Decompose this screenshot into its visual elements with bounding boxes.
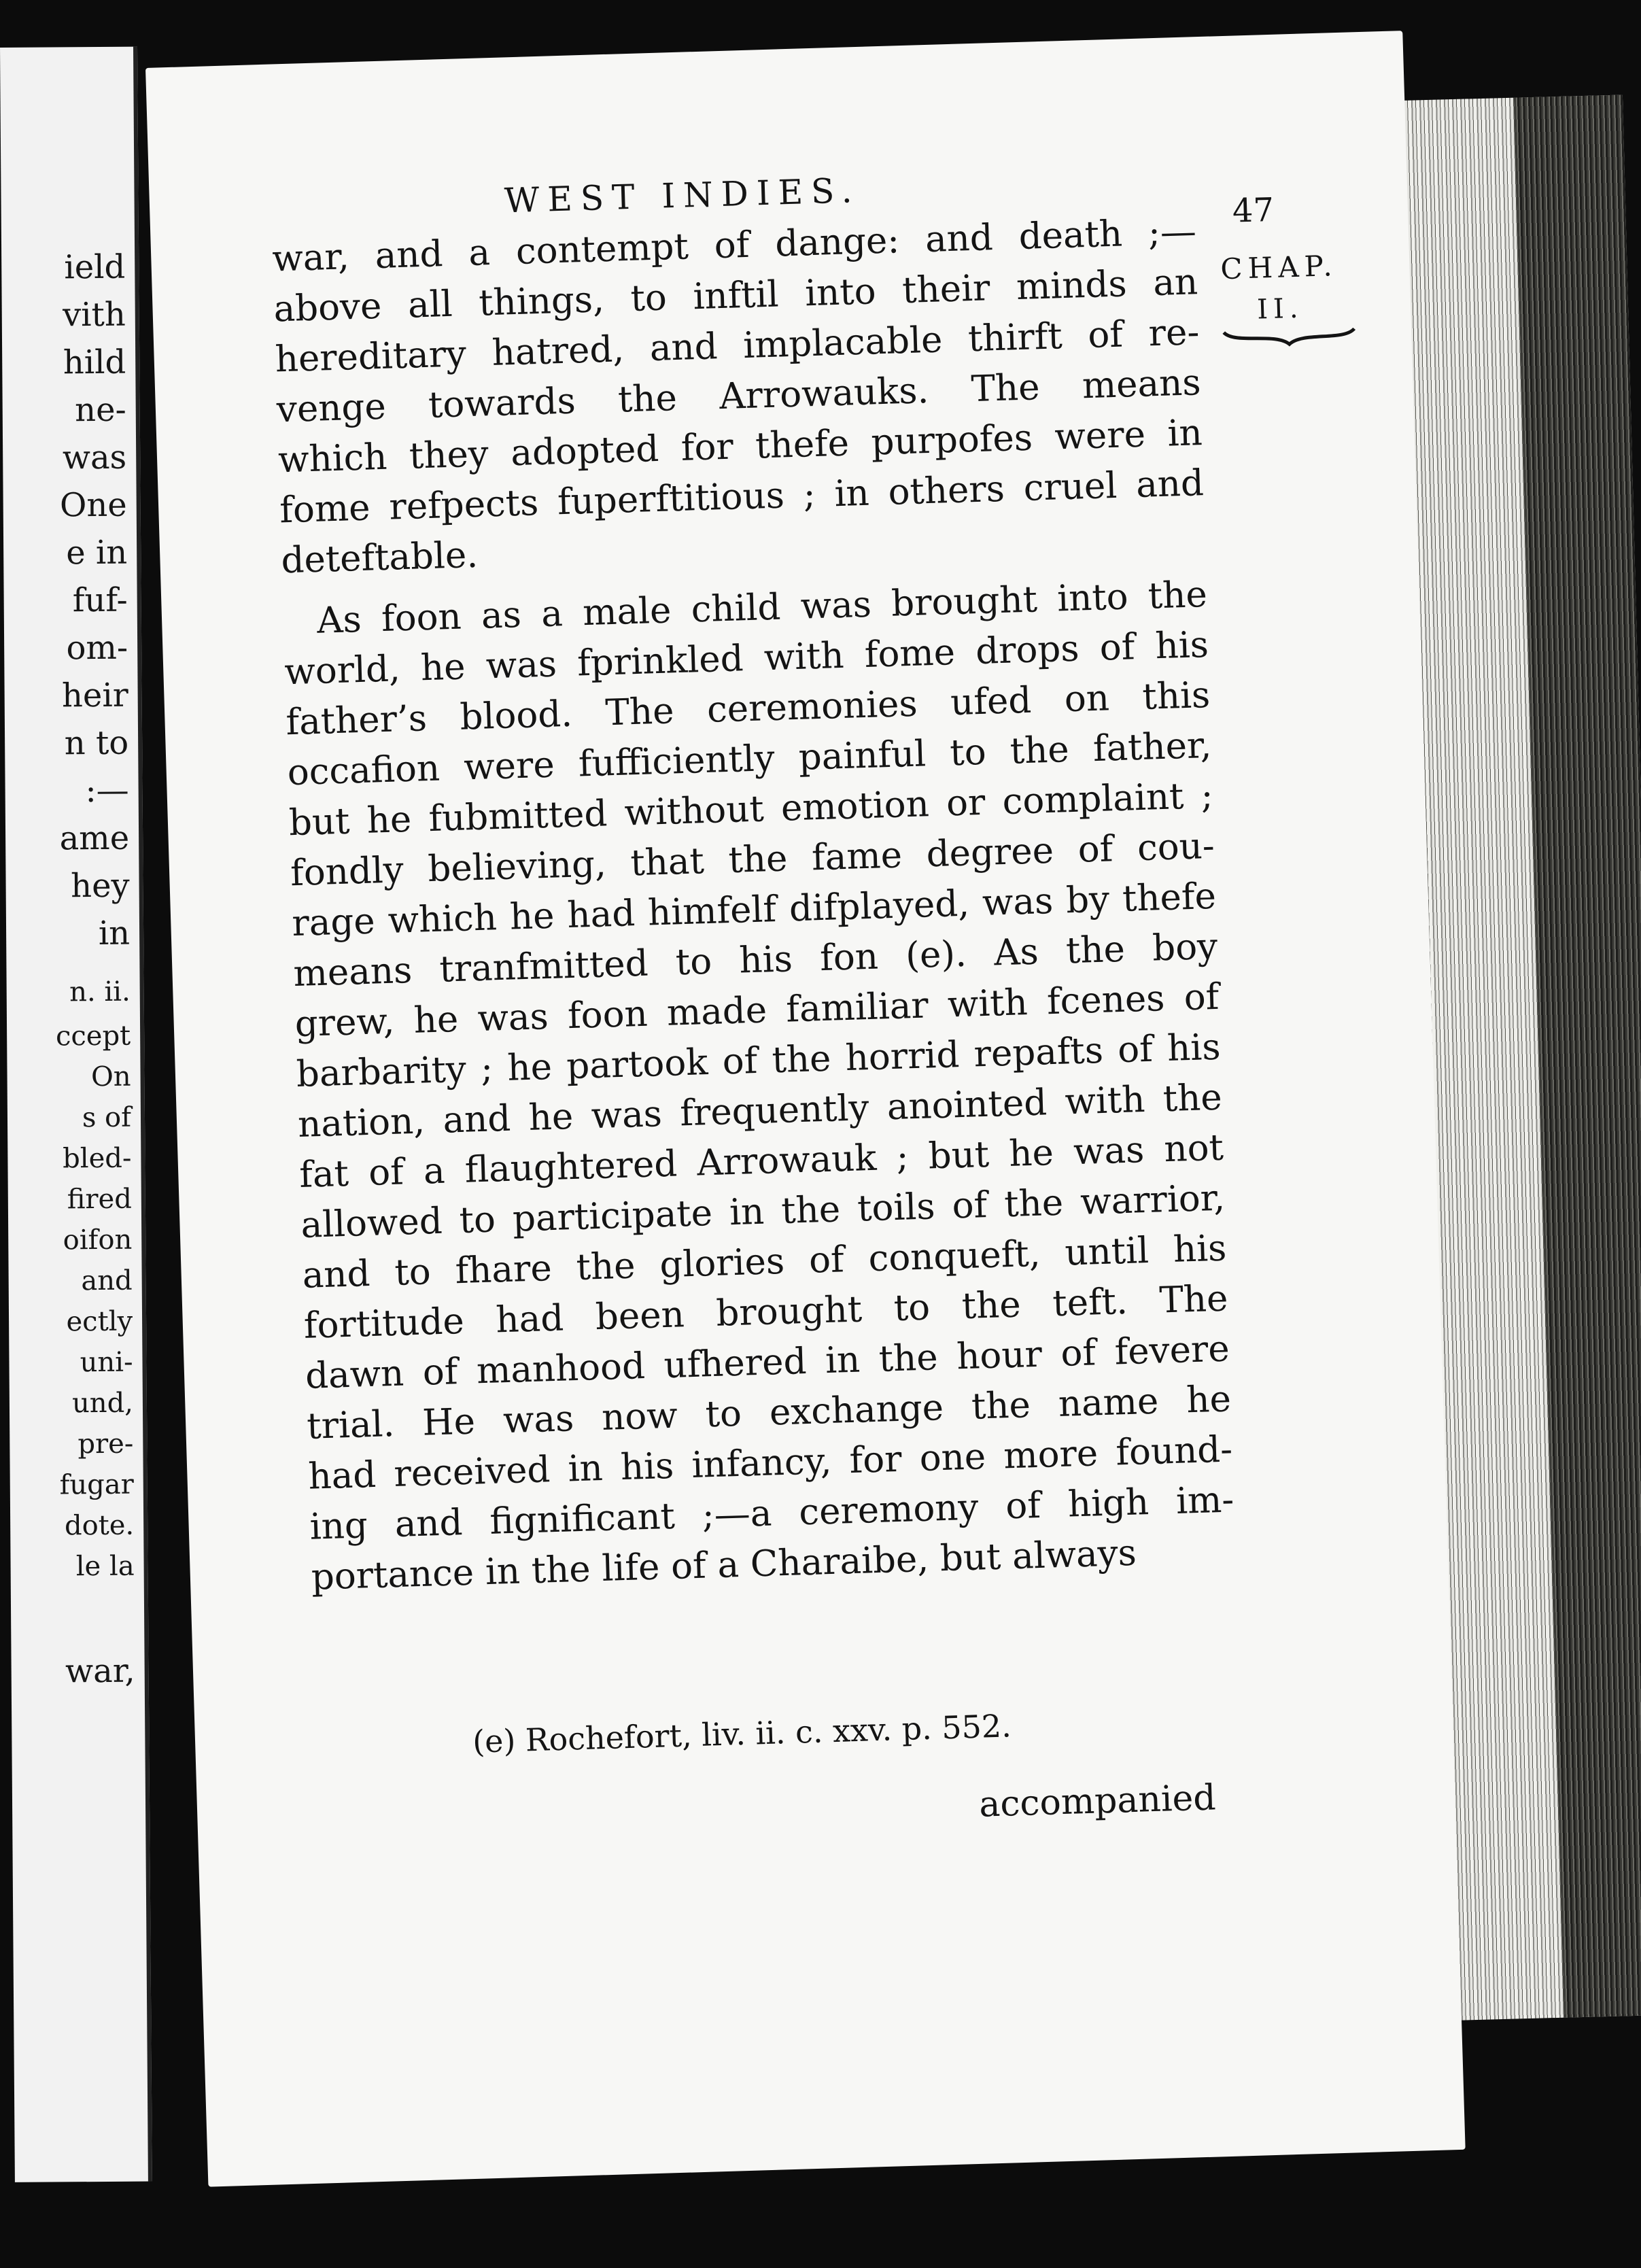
- left-page-word: ame: [59, 819, 130, 858]
- text-line: grew, he was foon made familiar with fcenes of: [294, 976, 1220, 1046]
- left-page-word: pre-: [77, 1428, 134, 1460]
- left-page-word: le la: [75, 1550, 135, 1583]
- left-page-word: dote.: [64, 1509, 135, 1542]
- left-page-word: hey: [70, 866, 130, 906]
- page-number: 47: [1232, 190, 1275, 230]
- left-page-word: was: [62, 438, 127, 477]
- left-page-word: om-: [66, 628, 128, 668]
- left-page-word: fired: [67, 1183, 132, 1216]
- text-line: world, he was fprinkled with fome drops of his: [283, 623, 1209, 693]
- text-line: trial. He was now to exchange the name he: [306, 1378, 1232, 1447]
- left-page-fragment: [0, 47, 152, 2182]
- text-line: portance in the life of a Charaibe, but always: [311, 1532, 1137, 1598]
- left-page-word: e in: [66, 533, 128, 572]
- left-page-word: oifon: [63, 1224, 133, 1256]
- text-line: ing and fignificant ;—a ceremony of high im-: [309, 1479, 1235, 1548]
- left-page-word: On: [90, 1061, 131, 1093]
- catchword: accompanied: [978, 1777, 1217, 1825]
- text-line: fome refpects fuperftitious ; in others cruel and: [279, 462, 1205, 532]
- text-line: barbarity ; he partook of the horrid repafts of his: [296, 1026, 1222, 1096]
- left-page-word: fuf-: [72, 581, 128, 620]
- left-page-word: ne-: [74, 390, 126, 430]
- left-page-word: fugar: [59, 1468, 134, 1501]
- left-page-word: ccept: [55, 1020, 131, 1052]
- text-line: war, and a contempt of dange: and death ;—: [271, 211, 1197, 280]
- text-line: nation, and he was frequently anointed with the: [297, 1076, 1223, 1146]
- text-line: and to fhare the glories of conqueft, until his: [301, 1227, 1228, 1296]
- text-line: above all things, to inftil into their minds an: [273, 261, 1198, 330]
- brace-ornament: [1221, 324, 1358, 349]
- text-line: fat of a flaughtered Arrowauk ; but he was not: [298, 1127, 1224, 1196]
- text-line: allowed to participate in the toils of the warrior,: [300, 1177, 1226, 1246]
- chapter-label: CHAP.: [1220, 249, 1338, 286]
- text-line: hereditary hatred, and implacable thirft of re-: [274, 311, 1200, 381]
- text-line: had received in his infancy, for one more found-: [307, 1428, 1233, 1498]
- left-page-word: hild: [63, 343, 126, 382]
- book-page: [145, 31, 1466, 2187]
- text-line: dawn of manhood ufhered in the hour of fevere: [305, 1328, 1230, 1397]
- left-page-word: und,: [71, 1387, 134, 1420]
- left-page-word: heir: [61, 676, 128, 715]
- footnote: (e) Rochefort, liv. ii. c. xxv. p. 552.: [472, 1707, 1012, 1760]
- text-line: means tranfmitted to his fon (e). As the boy: [292, 925, 1218, 995]
- left-page-word: ectly: [66, 1305, 133, 1338]
- text-line: As foon as a male child was brought into the: [316, 574, 1208, 642]
- left-page-word: n to: [64, 723, 129, 763]
- left-page-word: :—: [85, 771, 129, 810]
- margin-chapter-note: [1220, 249, 1339, 326]
- text-line: occafion were fufficiently painful to the father,: [286, 724, 1213, 794]
- left-page-word: ield: [64, 247, 126, 287]
- left-page-word: war,: [65, 1651, 135, 1691]
- text-line: but he fubmitted without emotion or complaint ;: [288, 774, 1214, 844]
- text-line: father’s blood. The ceremonies ufed on this: [285, 674, 1211, 744]
- text-line: fortitude had been brought to the teft. The: [303, 1277, 1229, 1347]
- text-line: venge towards the Arrowauks. The means: [276, 362, 1202, 431]
- left-page-word: in: [98, 914, 131, 953]
- chapter-number: II.: [1256, 292, 1305, 326]
- running-head: WEST INDIES.: [504, 170, 861, 221]
- left-page-word: One: [59, 485, 127, 525]
- text-line: which they adopted for thefe purpofes were in: [277, 412, 1203, 481]
- left-page-word: uni-: [80, 1346, 133, 1379]
- left-page-word: and: [81, 1265, 133, 1297]
- text-line: deteftable.: [280, 534, 479, 582]
- left-page-word: n. ii.: [69, 976, 131, 1008]
- left-page-word: vith: [62, 295, 126, 334]
- left-page-word: s of: [82, 1101, 132, 1134]
- text-line: fondly believing, that the fame degree of cou-: [290, 825, 1215, 895]
- body-text: [271, 207, 1236, 1602]
- text-line: rage which he had himfelf difplayed, was by thefe: [291, 875, 1217, 945]
- left-page-word: bled-: [63, 1142, 132, 1175]
